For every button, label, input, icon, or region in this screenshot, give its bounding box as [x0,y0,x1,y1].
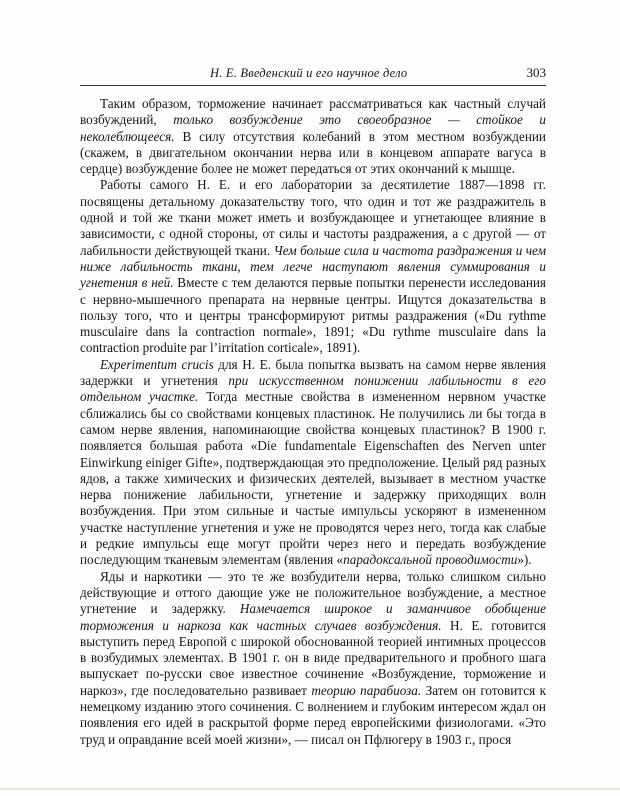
paragraph-3-text: »). [517,552,532,568]
paragraph-1 [80,96,546,177]
paragraph-4-emphasis: теорию парабиоза. [311,682,422,698]
paragraph-2 [80,177,546,356]
page-bottom-edge [0,788,620,790]
paragraph-4-text: Н. Е. готовится выступить перед Европой с широкой обоснованной теорией интимных процессов в возбудимых элементах. В 1901 г. он в виде предварительного и пробного шага выпускает по-русски свое известное сочинение «Возбуждение, торможение и наркоз», где последовательно развивает [80,617,546,698]
paragraph-2-text: Вместе с тем делаются первые попытки перенести исследования с нервно-мышечного препарата на нервные центры. Ищутся доказательства в пользу того, что и центры трансформируют ритмы раздражения («Du rythme musculaire dans la contraction normale», 1891; «Du rythme musculaire dans la contraction produite par l’irritation corticale», 1891). [80,275,547,356]
paragraph-4-text: Яды и наркотики — это те же возбудители нерва, только слишком сильно действующие и оттого дающие уже не положительное возбуждение, а местное угнетение и задержку. [80,568,546,617]
paragraph-1-emphasis: только возбуждение это своеобразное — стойкое и неколеблющееся. [80,112,546,144]
running-header [80,64,546,84]
paragraph-3-emphasis: при искусственном понижении лабильности в его отдельном участке. [80,373,546,405]
paragraph-3-text: Тогда местные свойства в измененном нервном участке сближались бы со свойствами концевых пластинок. Не получились ли бы тогда в самом нерве явления, напоминающие свойства концевых пластинок? В 1900 г. появляется большая работа «Die fundamentale Eigenschaften des Nerven unter Einwirkung einiger Gifte», подтверждающая это предположение. Целый ряд разных ядов, а также химических и физических деятелей, вызывает в местном участке нерва понижение лабильности, угнетение и задержку приходящих волн возбуждения. При этом сильные и частые импульсы ускоряют в измененном участке наступление угнетения и уже не проводятся через него, тогда как слабые и редкие импульсы еще могут пройти через него и передать возбуждение последующим тканевым элементам (явления « [80,389,546,568]
paragraph-2-text: Работы самого Н. Е. и его лаборатории за десятилетие 1887—1898 гг. посвящены детальному доказательству того, что один и тот же раздражитель в одной и той же ткани может иметь и возбуждающее и угнетающее влияние в зависимости, с одной стороны, от силы и частоты раздражения, а с другой — от лабильности действующей ткани. [80,177,546,258]
paragraph-4-text: Затем он готовится к немецкому изданию этого сочинения. С волнением и глубоким интересом ждал он появления его идей в раскрытой форме перед европейскими физиологами. «Это труд и оправдание всей моей жизни», — писал он Пфлюгеру в 1903 г., прося [80,682,546,747]
paragraph-3-emphasis: Experimentum crucis [100,356,214,372]
body-text [80,96,546,748]
paragraph-1-text: Таким образом, торможение начинает рассматриваться как частный случай возбуждений, [80,96,546,128]
paragraph-1-text: В силу отсутствия колебаний в этом местном возбуждении (скажем, в двигательном окончании нерва или в концевом аппарате вагуса в сердце) возбуждение более не может передаться от этих окончаний к мышце. [80,128,546,177]
paragraph-4-emphasis: Намечается широкое и заманчивое обобщение торможения и наркоза как частных случаев возбуждения. [80,601,546,633]
paragraph-2-emphasis: Чем больше сила и частота раздражения и чем ниже лабильность ткани, тем легче наступают явления суммирования и угнетения в ней. [80,242,546,291]
header-rule [80,85,546,86]
paragraph-3 [80,357,546,569]
page-number: 303 [526,65,546,80]
running-title: Н. Е. Введенский и его научное дело [210,66,408,80]
paragraph-3-emphasis: парадоксальной проводимости [343,552,518,568]
paragraph-3-text: для Н. Е. была попытка вызвать на самом нерве явления задержки и угнетения [80,356,546,389]
paragraph-4 [80,569,546,748]
